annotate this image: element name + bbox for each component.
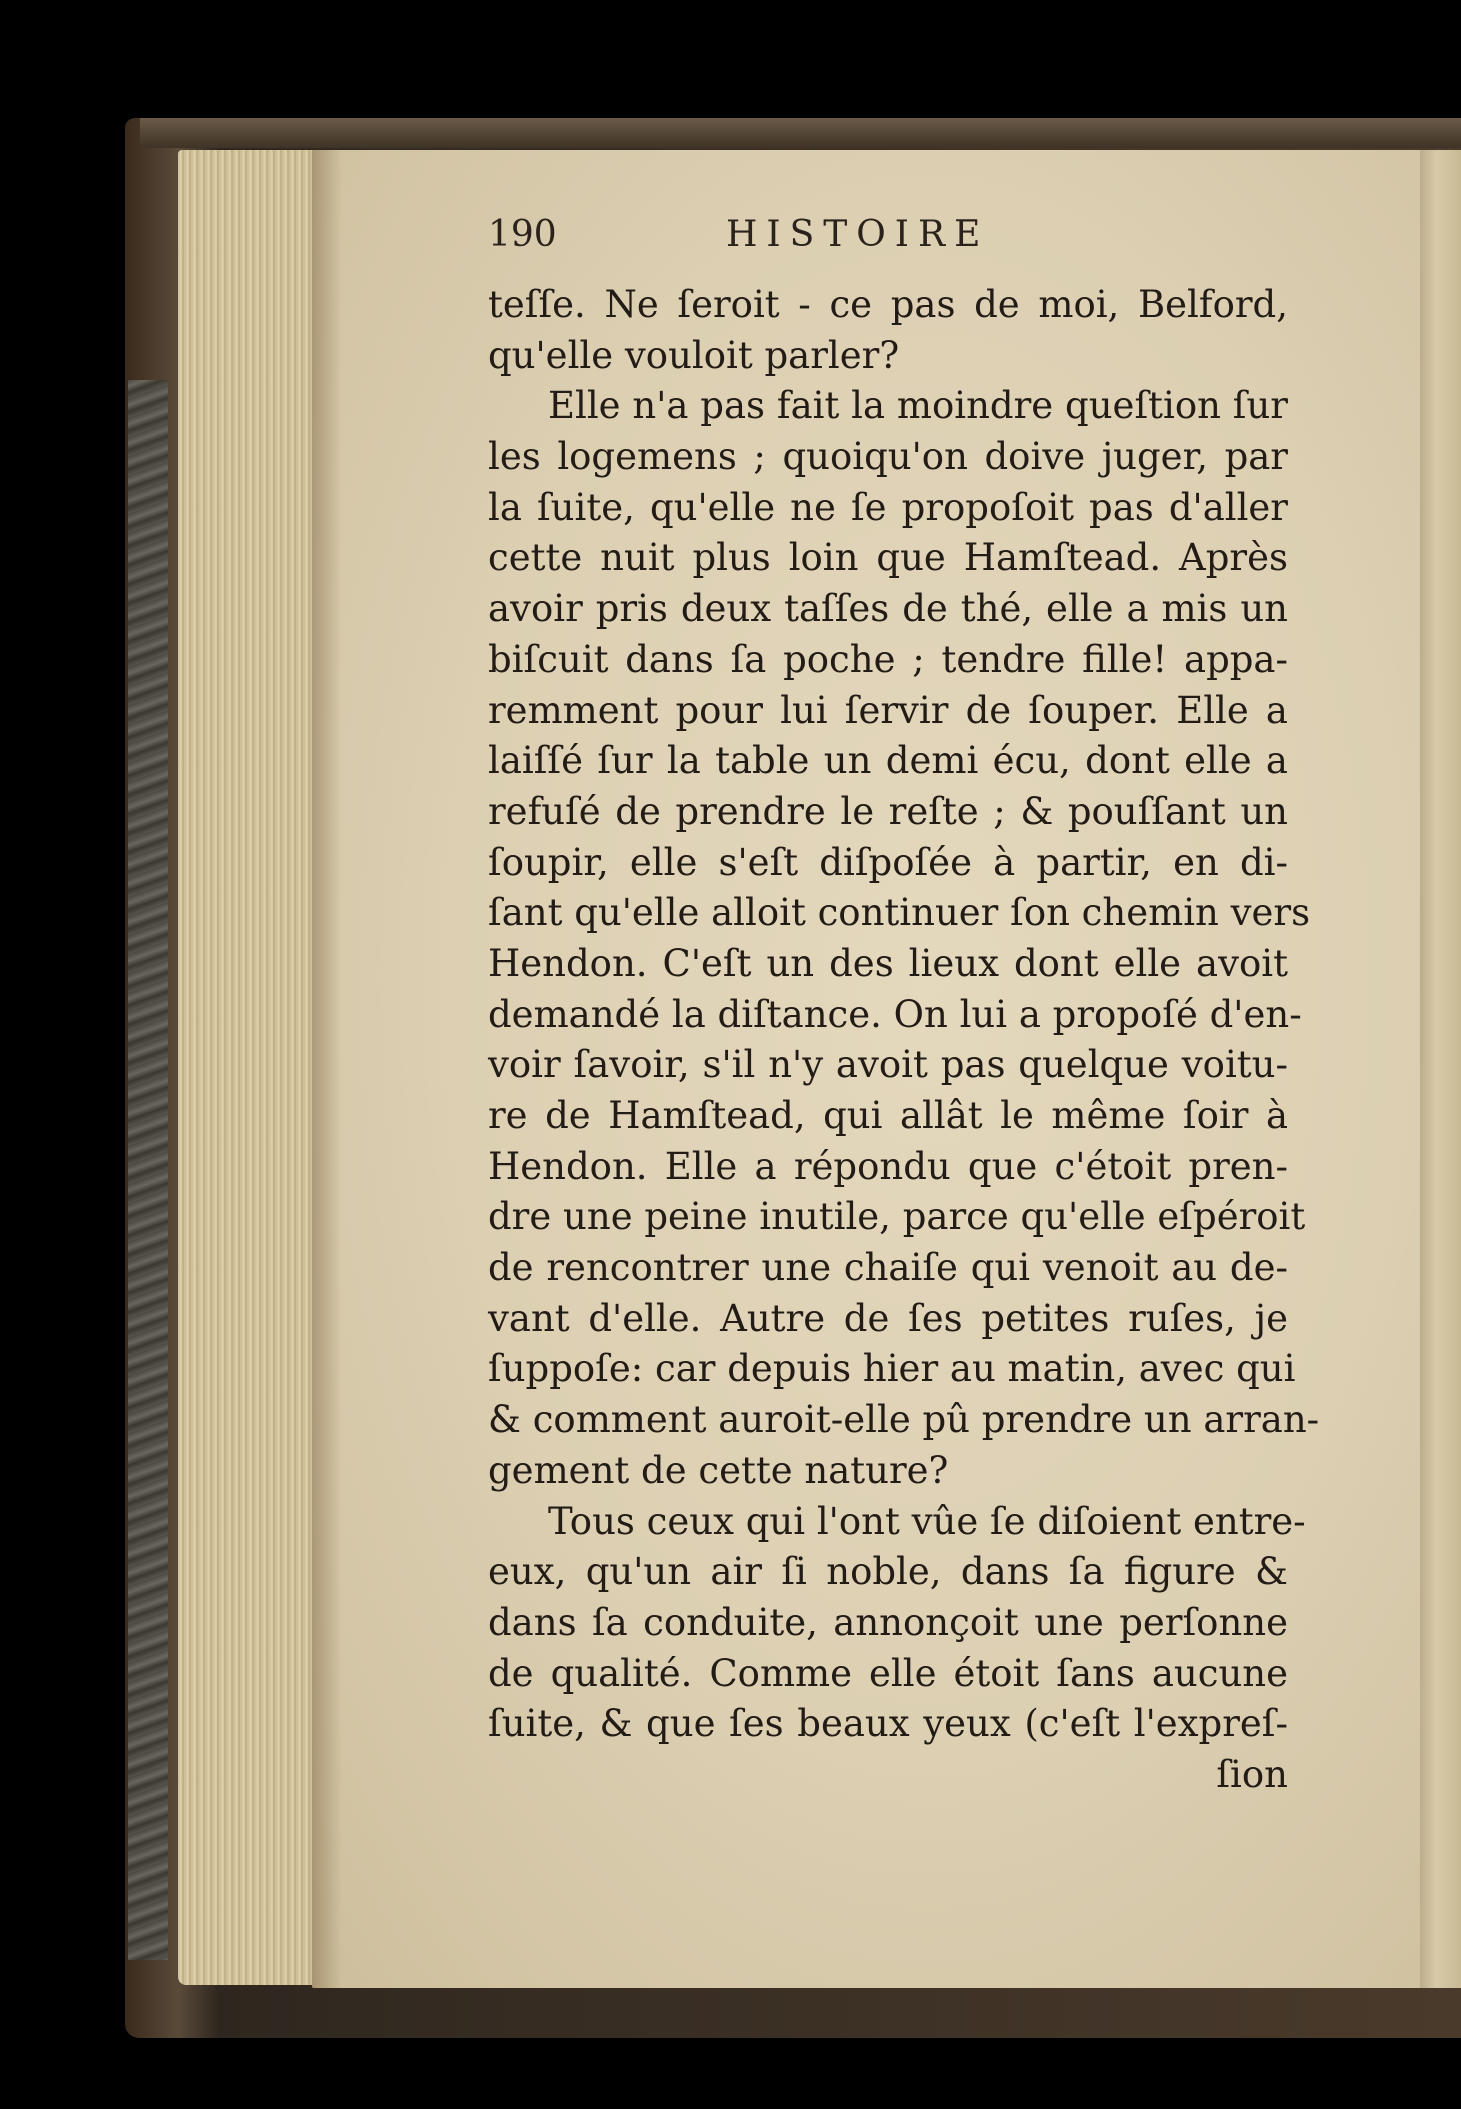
text-line: ſoupir, elle s'eſt diſpoſée à partir, en di- [488, 840, 1288, 884]
body-text [488, 280, 1320, 1801]
text-line: & comment auroit-elle pû prendre un arran- [488, 1398, 1320, 1442]
page-gutter-shadow [312, 150, 342, 1988]
text-line: eux, qu'un air ſi noble, dans ſa figure & [488, 1550, 1288, 1594]
text-line: qu'elle vouloit parler? [488, 333, 900, 377]
text-line: Tous ceux qui l'ont vûe ſe diſoient entre- [548, 1499, 1306, 1543]
text-line: la ſuite, qu'elle ne ſe propoſoit pas d'aller [488, 485, 1288, 529]
text-line: dre une peine inutile, parce qu'elle eſpéroit [488, 1195, 1306, 1239]
text-line: refuſé de prendre le reſte ; & pouſſant un [488, 789, 1288, 833]
text-line: dans ſa conduite, annonçoit une perſonne [488, 1600, 1288, 1644]
text-line: voir ſavoir, s'il n'y avoit pas quelque voitu- [488, 1043, 1288, 1087]
text-line: remment pour lui ſervir de ſouper. Elle a [488, 688, 1288, 732]
page-number: 190 [488, 214, 557, 255]
text-line: avoir pris deux taſſes de thé, elle a mis un [488, 587, 1288, 631]
running-title: HISTOIRE [726, 214, 990, 255]
text-line: Hendon. Elle a répondu que c'étoit pren- [488, 1144, 1288, 1188]
text-line: demandé la diſtance. On lui a propoſé d'en- [488, 992, 1302, 1036]
text-line: Elle n'a pas fait la moindre queſtion ſur [548, 384, 1288, 428]
page-header [488, 210, 1048, 260]
catchword: ſion [1216, 1752, 1288, 1796]
text-line: de rencontrer une chaiſe qui venoit au de- [488, 1246, 1288, 1290]
text-line: ſuite, & que ſes beaux yeux (c'eſt l'expreſ- [488, 1702, 1288, 1746]
text-line: gement de cette nature? [488, 1448, 949, 1492]
facing-page-edge [1420, 150, 1461, 1988]
text-line: ſuppoſe: car depuis hier au matin, avec qui [488, 1347, 1296, 1391]
text-line: les logemens ; quoiqu'on doive juger, par [488, 435, 1288, 479]
text-line: vant d'elle. Autre de ſes petites ruſes, je [488, 1296, 1288, 1340]
text-line: de qualité. Comme elle étoit ſans aucune [488, 1651, 1288, 1695]
text-line: cette nuit plus loin que Hamſtead. Après [488, 536, 1288, 580]
text-line: Hendon. C'eſt un des lieux dont elle avoit [488, 941, 1288, 985]
page-edges [178, 150, 318, 1985]
marbled-board [128, 380, 168, 1960]
text-line: biſcuit dans ſa poche ; tendre fille! appa- [488, 637, 1288, 681]
text-line: teſſe. Ne ſeroit - ce pas de moi, Belford, [488, 283, 1288, 326]
book-cover-top-edge [140, 118, 1461, 148]
text-line: re de Hamſtead, qui allât le même ſoir à [488, 1094, 1288, 1137]
text-line: ſant qu'elle alloit continuer ſon chemin vers [488, 891, 1311, 935]
text-line: laiſſé ſur la table un demi écu, dont elle a [488, 739, 1288, 783]
